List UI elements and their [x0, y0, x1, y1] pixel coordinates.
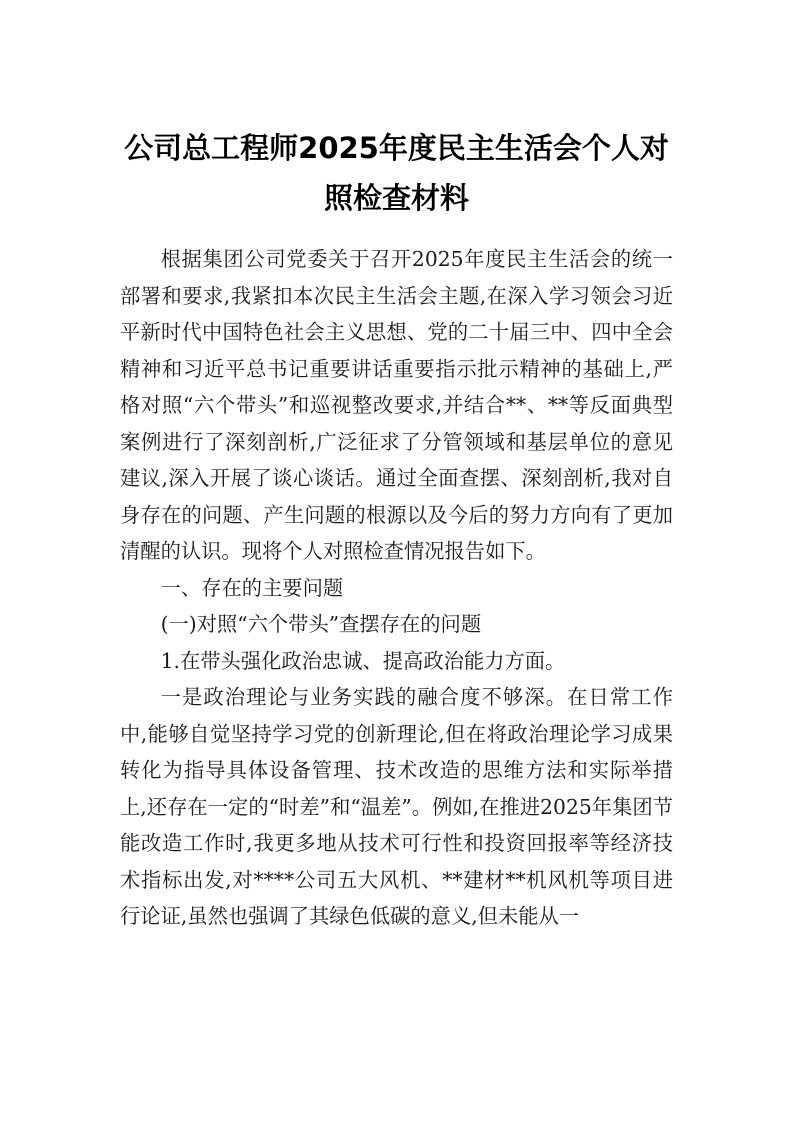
document-body: [120, 241, 673, 935]
section-heading: 一、存在的主要问题: [160, 575, 344, 600]
intro-paragraph: 根据集团公司党委关于召开2025年度民主生活会的统一部署和要求,我紧扣本次民主生活会主题,在深入学习领会习近平新时代中国特色社会主义思想、党的二十届三中、四中全会精神和习近平总书记重要讲话重要指示批示精神的基础上,严格对照“六个带头”和巡视整改要求,并结合**、**等反面典型案例进行了深刻剖析,广泛征求了分管领域和基层单位的意见建议,深入开展了谈心谈话。通过全面查摆、深刻剖析,我对自身存在的问题、产生问题的根源以及今后的努力方向有了更加清醒的认识。现将个人对照检查情况报告如下。: [120, 247, 673, 563]
body-paragraph: 一是政治理论与业务实践的融合度不够深。在日常工作中,能够自觉坚持学习党的创新理论,但在将政治理论学习成果转化为指导具体设备管理、技术改造的思维方法和实际举措上,还存在一定的“时差”和“温差”。例如,在推进2025年集团节能改造工作时,我更多地从技术可行性和投资回报率等经济技术指标出发,对****公司五大风机、**建材**机风机等项目进行论证,虽然也强调了其绿色低碳的意义,但未能从一: [120, 685, 673, 928]
title-line-2: 照检查材料: [323, 181, 469, 215]
subsection-heading: (一)对照“六个带头”查摆存在的问题: [160, 612, 482, 636]
document-title: [110, 123, 683, 223]
item-heading: 1.在带头强化政治忠诚、提高政治能力方面。: [160, 648, 566, 673]
title-line-1: 公司总工程师2025年度民主生活会个人对: [124, 131, 669, 165]
